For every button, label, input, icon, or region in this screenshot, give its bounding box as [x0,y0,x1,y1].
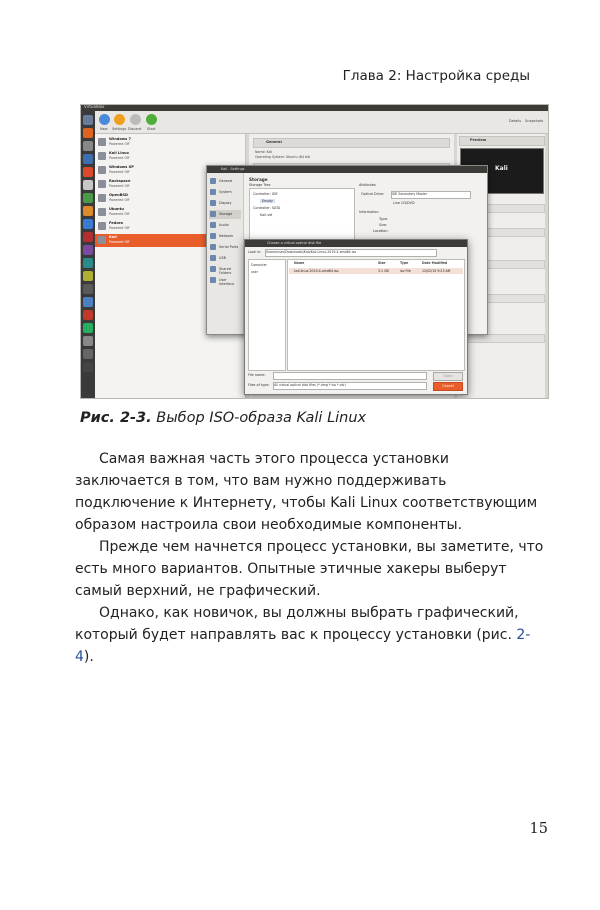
vm-icon [98,180,106,188]
settings-panel-title: Storage [249,177,268,182]
display-icon [210,200,216,206]
column-header[interactable]: Size [378,261,386,265]
vm-icon [98,236,106,244]
storage-icon [210,211,216,217]
preview-screen-label: Kali [495,165,508,172]
general-section-header[interactable] [253,138,450,148]
launcher-icon[interactable] [83,154,93,164]
launcher-icon[interactable] [83,362,93,372]
tree-item-selected[interactable]: Empty [262,199,273,203]
vm-state: Powered Off [109,198,130,202]
vm-icon [98,194,106,202]
file-chooser-dialog [244,239,468,395]
chooser-title: Choose a virtual optical disk file [267,241,322,245]
column-header[interactable]: Name [294,261,305,265]
vm-state: Powered Off [109,240,130,244]
serial-ports-icon [210,244,216,250]
look-in-label: Look in: [248,250,262,254]
launcher-icon[interactable] [83,128,93,138]
vm-icon [98,222,106,230]
settings-nav-item[interactable] [209,199,241,208]
launcher-icon[interactable] [83,258,93,268]
settings-titlebar [207,166,487,173]
file-name: kali-linux-2019.4-amd64.iso [294,269,339,273]
new-label: New [100,127,108,131]
file-date: 12/02/19 9:23 AM [422,269,451,273]
general-section-title: General [266,140,282,144]
vm-name: Kali Linux [109,151,129,155]
vm-icon [98,208,106,216]
figure-screenshot [80,104,549,399]
file-name-input[interactable] [273,372,427,380]
tree-item[interactable]: Controller: SATA [253,206,281,210]
discard-label: Discard [128,127,142,131]
paragraph-text: ). [83,649,94,665]
vm-name: Windows 7 [109,137,132,141]
vm-item[interactable] [95,150,245,163]
info-row: Location: [373,229,389,233]
body-text [75,448,547,668]
open-button[interactable]: Open [433,372,463,381]
files-of-type-select[interactable]: All virtual optical disk files (*.dmg *.iso *.cdr) [273,382,427,390]
place-item[interactable]: user [251,270,258,274]
attributes-label: Attributes [359,183,376,187]
launcher-icon[interactable] [83,284,93,294]
settings-nav-label: User Interface [219,278,235,286]
virtualbox-toolbar [95,111,548,134]
cancel-button[interactable]: Cancel [433,382,463,391]
launcher-icon[interactable] [83,115,93,125]
information-label: Information [359,210,379,214]
discard-icon[interactable] [130,114,141,125]
paragraph: Прежде чем начнется процесс установки, вы заметите, что есть много вариантов. Опытные этичные хакеры выберут самый верхний, не графический. [75,539,544,599]
detail-row: Operating System: Ubuntu (64 bit) [255,155,311,159]
settings-nav-item[interactable] [209,265,241,274]
info-row: Size: [379,223,388,227]
vm-state: Powered Off [109,212,130,216]
settings-nav-label: USB [219,256,226,260]
shared-folders-icon [210,266,216,272]
launcher-icon[interactable] [83,206,93,216]
settings-nav-item[interactable] [209,188,241,197]
figure-caption-text: Выбор ISO-образа Kali Linux [151,410,367,426]
audio-icon [210,222,216,228]
settings-nav-label: Network [219,234,234,238]
column-header[interactable]: Type [400,261,409,265]
figure-caption [80,410,366,426]
vm-icon [98,152,106,160]
vm-name: Windows XP [109,165,134,169]
settings-nav-item-active[interactable] [209,210,241,219]
settings-nav-item[interactable] [209,232,241,241]
settings-nav-label: Audio [219,223,229,227]
live-cd-checkbox[interactable]: Live CD/DVD [393,201,415,205]
vm-state: Powered Off [109,226,130,230]
unity-launcher [81,111,95,398]
user-interface-icon [210,277,216,283]
chooser-titlebar [245,240,467,247]
settings-nav-label: Storage [219,212,233,216]
launcher-icon[interactable] [83,219,93,229]
preview-section-header[interactable] [459,136,545,146]
vm-name: Fedora [109,221,123,225]
storage-tree-label: Storage Tree [249,183,271,187]
launcher-icon[interactable] [83,245,93,255]
settings-label: Settings [112,127,127,131]
settings-nav-item[interactable] [209,243,241,252]
vm-item[interactable] [95,136,245,149]
vm-state: Powered Off [109,156,130,160]
launcher-icon[interactable] [83,349,93,359]
detail-row: Name: Kali [255,150,273,154]
look-in-path[interactable]: /home/user/Downloads/Kali/Kali-Linux-2019.4-amd64.iso [265,249,437,257]
column-header[interactable]: Date Modified [422,261,448,265]
vm-icon [98,138,106,146]
launcher-icon[interactable] [83,323,93,333]
settings-nav-item[interactable] [209,177,241,186]
file-type: iso File [400,269,411,273]
vm-name: OpenBSD [109,193,128,197]
vm-state: Powered Off [109,184,130,188]
start-icon[interactable] [146,114,157,125]
preview-title: Preview [470,138,487,142]
launcher-icon[interactable] [83,297,93,307]
preview-bar [459,334,545,343]
figure-reference-link[interactable]: 2-4 [75,627,531,665]
vm-name: Kali [109,235,117,239]
vm-state: Powered Off [109,142,130,146]
launcher-icon[interactable] [83,310,93,320]
optical-drive-label: Optical Drive: [361,192,385,196]
system-icon [210,189,216,195]
settings-nav-item[interactable] [209,221,241,230]
page-number: 15 [529,821,548,837]
settings-icon[interactable] [114,114,125,125]
running-header: Глава 2: Настройка среды [342,68,530,84]
settings-nav-item[interactable] [209,276,241,285]
settings-nav-label: Serial Ports [219,245,239,249]
settings-nav [207,173,244,334]
usb-icon [210,255,216,261]
file-list [287,259,465,371]
file-size: 3.1 GB [378,269,389,273]
vm-icon [98,166,106,174]
settings-nav-label: Shared Folders [219,267,232,275]
optical-drive-select[interactable]: IDE Secondary Master [391,191,471,199]
settings-title: Kali - Settings [221,167,245,171]
tree-item[interactable]: Controller: IDE [253,192,278,196]
places-sidebar [248,259,286,371]
settings-nav-item[interactable] [209,254,241,263]
place-item[interactable]: Computer [251,263,267,267]
file-name-label: File name: [248,373,266,377]
vm-state: Powered Off [109,170,130,174]
paragraph-text: Однако, как новичок, вы должны выбрать графический, который будет направлять вас к процессу установки (рис. [75,605,519,643]
paragraph [75,602,547,668]
vm-name: Ubuntu [109,207,124,211]
files-of-type-label: Files of type: [248,383,270,387]
launcher-icon[interactable] [83,167,93,177]
tree-item[interactable]: Kali.vdi [260,213,273,217]
start-label: Start [147,127,156,131]
figure-number: Рис. 2-3. [80,410,152,426]
details-button[interactable]: Details [509,119,522,123]
vm-name: Rackspace [109,179,131,183]
general-icon [210,178,216,184]
settings-nav-label: System [219,190,232,194]
network-icon [210,233,216,239]
launcher-icon[interactable] [83,193,93,203]
launcher-icon[interactable] [83,141,93,151]
snapshots-button[interactable]: Snapshots [525,119,544,123]
launcher-icon[interactable] [83,336,93,346]
settings-nav-label: Display [219,201,232,205]
info-row: Type: [379,217,388,221]
paragraph: Самая важная часть этого процесса установки заключается в том, что вам нужно поддерживать подключение к Интернету, чтобы Kali Linux соответствующим образом настроила свои необходимые компоненты. [75,451,538,533]
settings-nav-label: General [219,179,233,183]
new-icon[interactable] [99,114,110,125]
launcher-icon[interactable] [83,271,93,281]
launcher-icon[interactable] [83,180,93,190]
launcher-icon[interactable] [83,232,93,242]
window-title: VirtualBox [84,104,105,109]
